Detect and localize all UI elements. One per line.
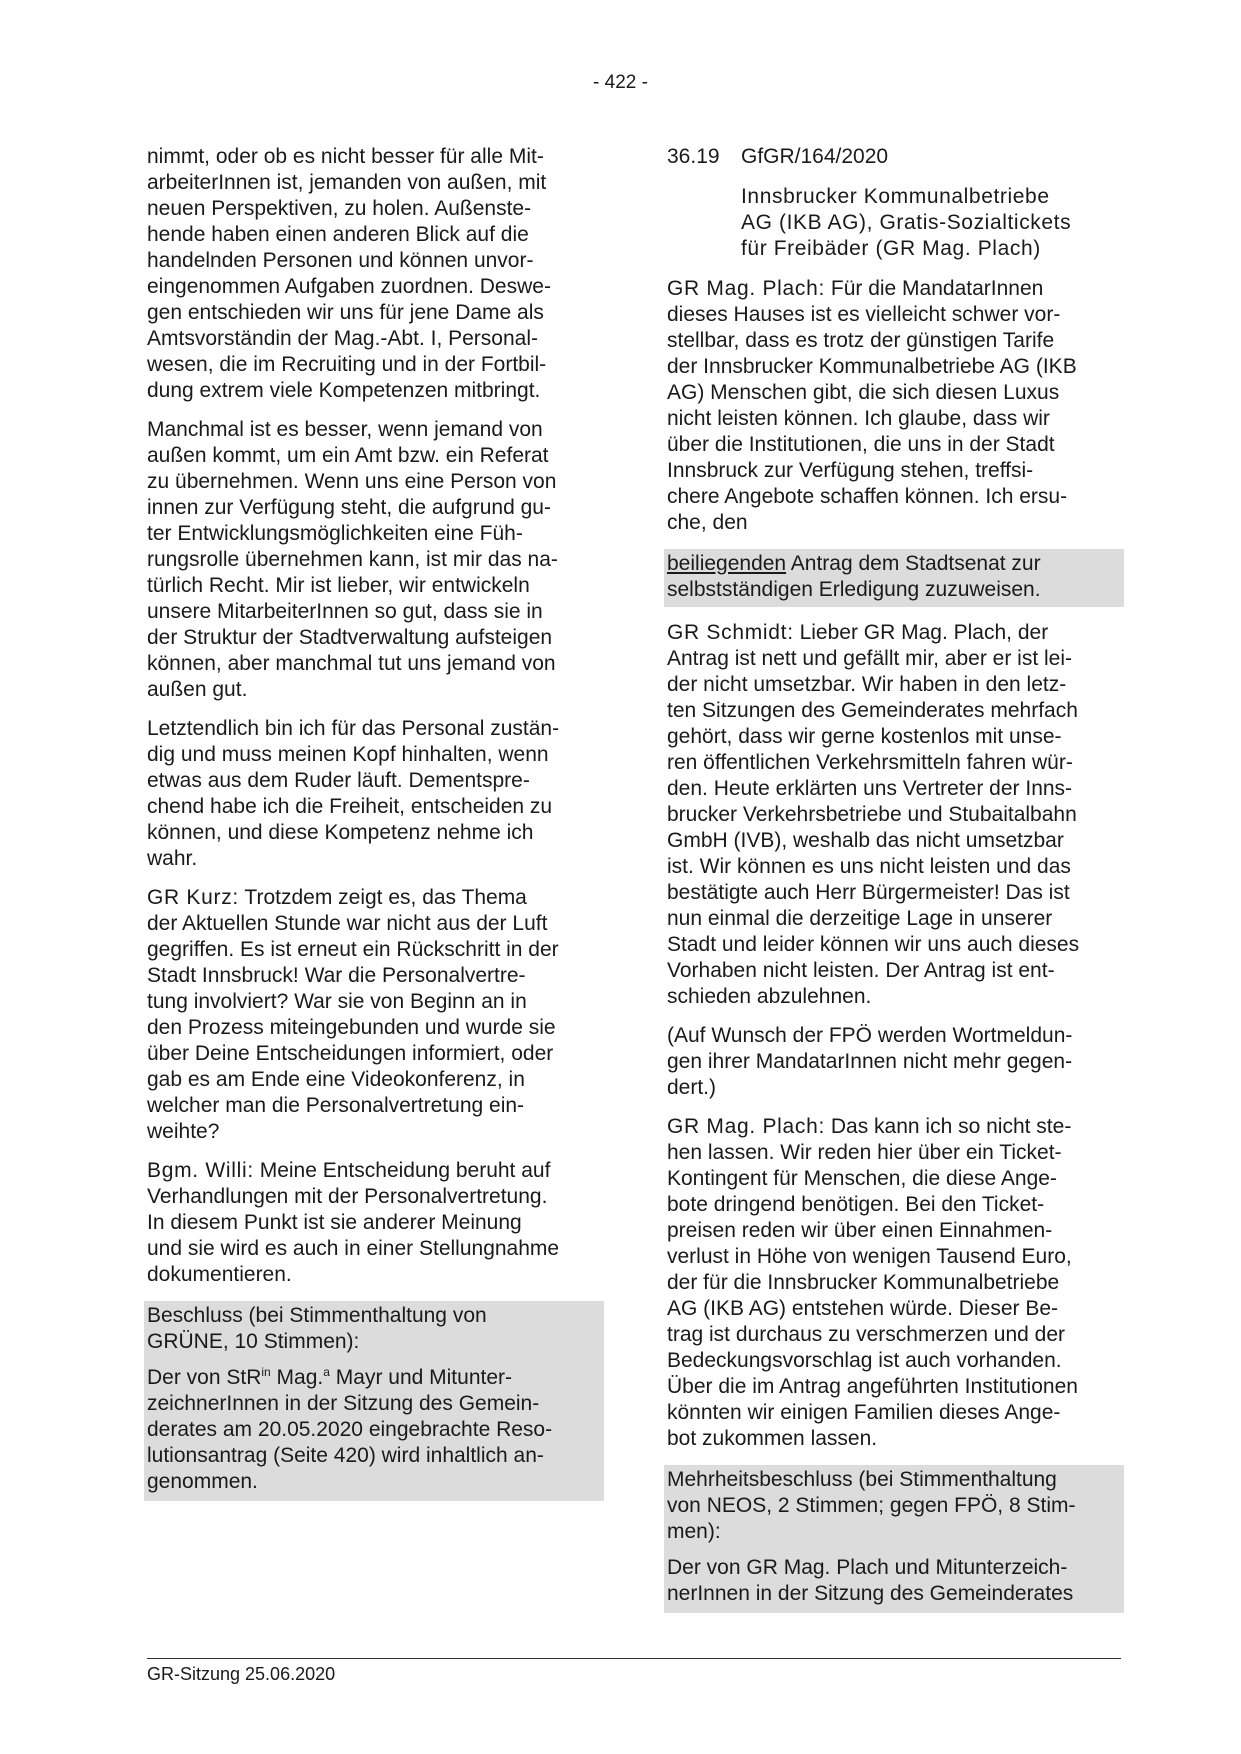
- agenda-number: 36.19: [667, 145, 720, 168]
- speaker-name: GR Mag. Plach:: [667, 277, 826, 300]
- speaker-name: GR Kurz:: [147, 886, 239, 909]
- agenda-item-header: [667, 144, 1121, 262]
- resolution-block: [664, 1465, 1124, 1613]
- superscript: a: [323, 1365, 330, 1379]
- speaker-name: GR Schmidt:: [667, 621, 794, 644]
- resolution-text: [147, 1365, 601, 1495]
- speech-plach: [667, 276, 1121, 536]
- footer-session-date: GR-Sitzung 25.06.2020: [147, 1664, 336, 1684]
- speech-text: Das kann ich so nicht ste- hen lassen. Wir reden hier über ein Ticket- Kontingent für Menschen, die diese Ange- bote dringend benötigen. Bei den Ticket- preisen reden wir über einen Einnahmen- verlust in Höhe von wenigen Tausend Euro, der für die Innsbrucker Kommunalbetriebe AG (IKB AG) entstehen würde. Dieser Be- trag ist durchaus zu verschmerzen und der Bedeckungsvorschlag ist auch vorhanden. Über die im Antrag angeführten Institutionen könnten wir einigen Familien dieses Ange- bot zukommen lassen.: [667, 1115, 1078, 1450]
- motion-underlined: beiliegenden: [667, 552, 787, 575]
- speaker-name: GR Mag. Plach:: [667, 1115, 826, 1138]
- motion-block: [664, 549, 1124, 607]
- page-number: - 422 -: [593, 72, 648, 93]
- speech-text: Trotzdem zeigt es, das Thema der Aktuellen Stunde war nicht aus der Luft gegriffen. Es ist erneut ein Rückschritt in der Stadt Innsbruck! War die Personalvertre- tung involviert? War sie von Beginn an in den Prozess miteingebunden und wurde sie über Deine Entscheidungen informiert, oder gab es am Ende eine Videokonferenz, in welcher man die Personalvertretung ein- weihte?: [147, 886, 559, 1143]
- speech-schmidt: [667, 620, 1121, 1010]
- paragraph: nimmt, oder ob es nicht besser für alle Mit- arbeiterInnen ist, jemanden von außen, mit neuen Perspektiven, zu holen. Außenste- hende haben einen anderen Blick auf die handelnden Personen und können unvor- eingenommen Aufgaben zuordnen. Deswe- gen entschieden wir uns für jene Dame als Amtsvorständin der Mag.-Abt. I, Personal- wesen, die im Recruiting und in der Fortbil- dung extrem viele Kompetenzen mitbringt.: [147, 145, 551, 402]
- speech-kurz: [147, 885, 601, 1145]
- resolution-heading: Mehrheitsbeschluss (bei Stimmenthaltung von NEOS, 2 Stimmen; gegen FPÖ, 8 Stim- men):: [667, 1468, 1076, 1543]
- motion-text: [667, 551, 1121, 603]
- paragraph: Manchmal ist es besser, wenn jemand von außen kommt, um ein Amt bzw. ein Referat zu übernehmen. Wenn uns eine Person von innen zur Verfügung steht, die aufgrund gu- ter Entwicklungsmöglichkeiten eine Füh- rungsrolle übernehmen kann, ist mir das na- türlich Recht. Mir ist lieber, wir entwickeln unsere MitarbeiterInnen so gut, dass sie in der Struktur der Stadtverwaltung aufsteigen können, aber manchmal tut uns jemand von außen gut.: [147, 418, 558, 701]
- agenda-title: Innsbrucker Kommunalbetriebe AG (IKB AG), Gratis-Sozialtickets für Freibäder (GR Mag. Plach): [741, 185, 1072, 260]
- paragraph: Letztendlich bin ich für das Personal zustän- dig und muss meinen Kopf hinhalten, wenn etwas aus dem Ruder läuft. Dementspre- chend habe ich die Freiheit, entscheiden zu können, und diese Kompetenz nehme ich wahr.: [147, 717, 560, 870]
- resolution-block: [144, 1301, 604, 1501]
- resolution-text-part: Der von StR: [147, 1366, 262, 1389]
- resolution-text-part: Mag.: [270, 1366, 324, 1389]
- motion-rest: Antrag dem Stadtsenat zur selbstständigen Erledigung zuzuweisen.: [667, 552, 1041, 601]
- superscript: in: [261, 1365, 271, 1379]
- footer-divider: [147, 1658, 1121, 1659]
- speech-text: Lieber GR Mag. Plach, der Antrag ist nett und gefällt mir, aber er ist lei- der nicht umsetzbar. Wir haben in den letz- ten Sitzungen des Gemeinderates mehrfach gehört, dass wir gerne kostenlos mit unse- ren öffentlichen Verkehrsmitteln fahren wür- den. Heute erklärten uns Vertreter der Inns- brucker Verkehrsbetriebe und Stubaitalbahn GmbH (IVB), weshalb das nicht umsetzbar ist. Wir können es uns nicht leisten und das bestätigte auch Herr Bürgermeister! Das ist nun einmal die derzeitige Lage in unserer Stadt und leider können wir uns auch dieses Vorhaben nicht leisten. Der Antrag ist ent- schieden abzulehnen.: [667, 621, 1080, 1008]
- resolution-heading: Beschluss (bei Stimmenthaltung von GRÜNE, 10 Stimmen):: [147, 1304, 487, 1353]
- right-column: [667, 144, 1121, 1613]
- resolution-text: Der von GR Mag. Plach und Mitunterzeich- nerInnen in der Sitzung des Gemeinderates: [667, 1556, 1074, 1605]
- speaker-name: Bgm. Willi:: [147, 1159, 254, 1182]
- speech-text: Für die MandatarInnen dieses Hauses ist es vielleicht schwer vor- stellbar, dass es trotz der günstigen Tarife der Innsbrucker Kommunalbetriebe AG (IKB AG) Menschen gibt, die sich diesen Luxus nicht leisten können. Ich glaube, dass wir über die Institutionen, die uns in der Stadt Innsbruck zur Verfügung stehen, treffsi- chere Angebote schaffen können. Ich ersu- che, den: [667, 277, 1077, 534]
- note-paragraph: (Auf Wunsch der FPÖ werden Wortmeldun- gen ihrer MandatarInnen nicht mehr gegen- dert.): [667, 1024, 1073, 1099]
- agenda-code: GfGR/164/2020: [741, 145, 889, 168]
- speech-text: Meine Entscheidung beruht auf Verhandlungen mit der Personalvertretung. In diesem Punkt ist sie anderer Meinung und sie wird es auch in einer Stellungnahme dokumentieren.: [147, 1159, 560, 1286]
- left-column: [147, 144, 601, 1501]
- resolution-text-part: Mayr und Mitunter- zeichnerInnen in der Sitzung des Gemein- derates am 20.05.2020 eingebrachte Reso- lutionsantrag (Seite 420) wird inhaltlich an- genommen.: [147, 1366, 553, 1493]
- speech-plach-2: [667, 1114, 1121, 1452]
- speech-willi: [147, 1158, 601, 1288]
